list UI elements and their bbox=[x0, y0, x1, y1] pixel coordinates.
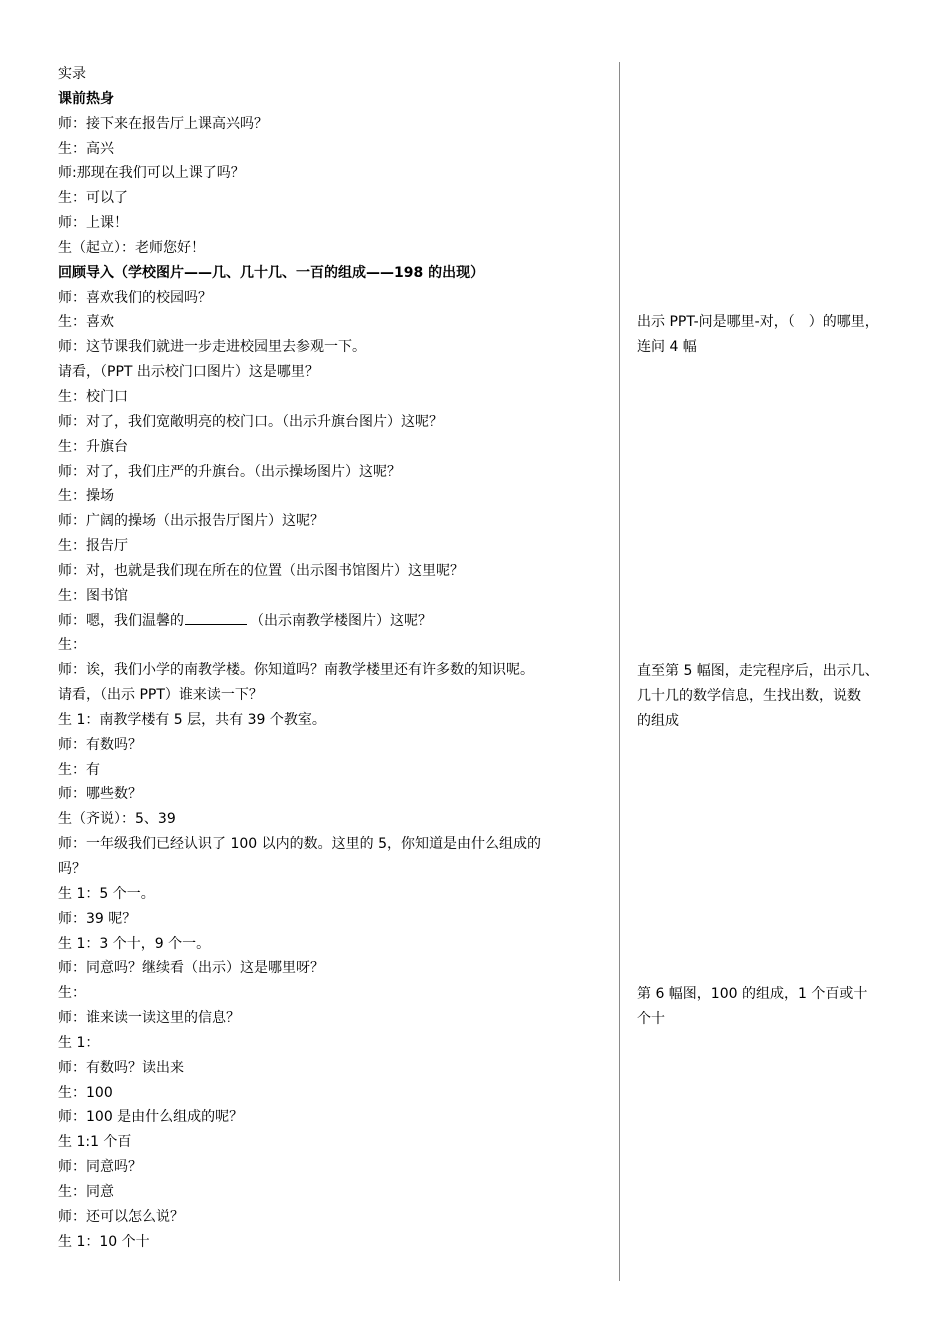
side-note-line: 个十 bbox=[637, 1011, 665, 1027]
column-divider bbox=[619, 62, 620, 1281]
line-text: 生：有 bbox=[58, 761, 100, 778]
transcript-line bbox=[58, 1180, 610, 1205]
transcript-line bbox=[58, 310, 610, 335]
side-note-1 bbox=[637, 310, 907, 360]
line-text: 师：对了，我们庄严的升旗台。（出示操场图片）这呢？ bbox=[58, 463, 401, 480]
transcript-line bbox=[58, 559, 610, 584]
line-text: 生（起立）：老师您好！ bbox=[58, 239, 205, 256]
line-text: 师：有数吗？读出来 bbox=[58, 1059, 184, 1076]
line-text: 生 1：5 个一。 bbox=[58, 885, 155, 902]
line-text: 师：广阔的操场（出示报告厅图片）这呢？ bbox=[58, 513, 324, 530]
section-heading bbox=[58, 261, 610, 286]
transcript-column bbox=[58, 62, 610, 1255]
line-text: 生：同意 bbox=[58, 1183, 114, 1200]
transcript-line bbox=[58, 62, 610, 87]
transcript-line bbox=[58, 236, 610, 261]
line-text: 师：喜欢我们的校园吗？ bbox=[58, 289, 212, 306]
transcript-line bbox=[58, 1105, 610, 1130]
line-text: 师:那现在我们可以上课了吗？ bbox=[58, 165, 245, 182]
transcript-line bbox=[58, 832, 610, 857]
line-text: 生：喜欢 bbox=[58, 314, 114, 331]
line-text: 师：有数吗？ bbox=[58, 736, 142, 753]
line-text: 课前热身 bbox=[58, 90, 114, 107]
transcript-line bbox=[58, 758, 610, 783]
line-text: 师：还可以怎么说？ bbox=[58, 1208, 184, 1225]
line-text: 生 1：3 个十，9 个一。 bbox=[58, 935, 211, 952]
line-text: 生：可以了 bbox=[58, 190, 128, 207]
transcript-line bbox=[58, 584, 610, 609]
transcript-line bbox=[58, 186, 610, 211]
side-note-line: 第 6 幅图，100 的组成，1 个百或十 bbox=[637, 986, 868, 1002]
line-text: 生：操场 bbox=[58, 488, 114, 505]
line-text: 师：对了，我们宽敞明亮的校门口。（出示升旗台图片）这呢？ bbox=[58, 413, 443, 430]
line-text: 师：39 呢？ bbox=[58, 910, 137, 927]
line-text: 生：图书馆 bbox=[58, 587, 128, 604]
side-note-line: 的组成 bbox=[637, 713, 679, 729]
transcript-line bbox=[58, 1205, 610, 1230]
line-text: 生：升旗台 bbox=[58, 438, 128, 455]
line-text: 师：同意吗？继续看（出示）这是哪里呀？ bbox=[58, 960, 324, 977]
transcript-line bbox=[58, 1130, 610, 1155]
transcript-line bbox=[58, 410, 610, 435]
line-text: 吗？ bbox=[58, 861, 86, 877]
transcript-line bbox=[58, 460, 610, 485]
line-text: 实录 bbox=[58, 66, 86, 82]
line-text: 生 1： bbox=[58, 1034, 100, 1051]
side-note-line: 直至第 5 幅图，走完程序后，出示几、 bbox=[637, 663, 879, 679]
section-heading bbox=[58, 87, 610, 112]
transcript-line bbox=[58, 211, 610, 236]
transcript-line bbox=[58, 1081, 610, 1106]
side-note-line: 几十几的数学信息，生找出数，说数 bbox=[637, 688, 861, 704]
line-text: 请看，（PPT 出示校门口图片）这是哪里？ bbox=[58, 364, 319, 381]
transcript-line bbox=[58, 137, 610, 162]
line-text: 生： bbox=[58, 637, 86, 654]
line-text: 生：高兴 bbox=[58, 140, 114, 157]
line-text: 请看，（出示 PPT）谁来读一下？ bbox=[58, 687, 263, 704]
transcript-line bbox=[58, 484, 610, 509]
line-text: 生：100 bbox=[58, 1084, 113, 1101]
line-text: 生：校门口 bbox=[58, 388, 128, 405]
transcript-line bbox=[58, 907, 610, 932]
line-text: 师：100 是由什么组成的呢？ bbox=[58, 1109, 244, 1126]
transcript-line bbox=[58, 161, 610, 186]
transcript-line bbox=[58, 956, 610, 981]
transcript-line bbox=[58, 534, 610, 559]
fill-in-blank bbox=[185, 610, 247, 625]
transcript-line bbox=[58, 658, 610, 683]
transcript-line bbox=[58, 1230, 610, 1255]
transcript-line bbox=[58, 882, 610, 907]
transcript-line bbox=[58, 435, 610, 460]
side-note-2 bbox=[637, 659, 907, 734]
line-text: 师：接下来在报告厅上课高兴吗？ bbox=[58, 115, 268, 132]
transcript-line bbox=[58, 1031, 610, 1056]
transcript-line bbox=[58, 633, 610, 658]
line-text: 回顾导入（学校图片——几、几十几、一百的组成——198 的出现） bbox=[58, 264, 485, 281]
transcript-line bbox=[58, 733, 610, 758]
line-text: 师：这节课我们就进一步走进校园里去参观一下。 bbox=[58, 339, 366, 356]
transcript-line bbox=[58, 360, 610, 385]
line-text: 师：一年级我们已经认识了 100 以内的数。这里的 5，你知道是由什么组成的 bbox=[58, 836, 541, 853]
transcript-line bbox=[58, 708, 610, 733]
line-text: 师：同意吗？ bbox=[58, 1159, 142, 1176]
line-text: 师：哪些数？ bbox=[58, 786, 142, 803]
transcript-line bbox=[58, 932, 610, 957]
side-note-line: 连问 4 幅 bbox=[637, 339, 697, 355]
transcript-line bbox=[58, 335, 610, 360]
transcript-line bbox=[58, 609, 610, 634]
transcript-line bbox=[58, 1006, 610, 1031]
transcript-line bbox=[58, 1056, 610, 1081]
transcript-line bbox=[58, 509, 610, 534]
line-text: 师：诶，我们小学的南教学楼。你知道吗？南教学楼里还有许多数的知识呢。 bbox=[58, 662, 534, 679]
line-text: 生 1：南教学楼有 5 层，共有 39 个教室。 bbox=[58, 711, 326, 728]
side-note-3 bbox=[637, 982, 907, 1032]
transcript-line bbox=[58, 385, 610, 410]
line-text: 师：嗯，我们温馨的 bbox=[58, 612, 184, 629]
line-text: 师：上课！ bbox=[58, 215, 128, 232]
transcript-line bbox=[58, 782, 610, 807]
line-text: 生 1:1 个百 bbox=[58, 1134, 132, 1151]
transcript-line bbox=[58, 857, 610, 882]
line-text: 生： bbox=[58, 985, 86, 1002]
line-text: 生（齐说）：5、39 bbox=[58, 811, 176, 828]
transcript-line bbox=[58, 981, 610, 1006]
line-text: 生：报告厅 bbox=[58, 538, 128, 555]
line-text: 师：对，也就是我们现在所在的位置（出示图书馆图片）这里呢？ bbox=[58, 562, 464, 579]
line-text-after-blank: （出示南教学楼图片）这呢？ bbox=[250, 612, 432, 629]
side-note-line: 出示 PPT-问是哪里-对，（ ）的哪里， bbox=[637, 314, 879, 330]
transcript-line bbox=[58, 807, 610, 832]
transcript-line bbox=[58, 1155, 610, 1180]
line-text: 生 1：10 个十 bbox=[58, 1233, 150, 1250]
transcript-line bbox=[58, 683, 610, 708]
transcript-line bbox=[58, 112, 610, 137]
transcript-line bbox=[58, 286, 610, 311]
line-text: 师：谁来读一读这里的信息？ bbox=[58, 1010, 240, 1027]
